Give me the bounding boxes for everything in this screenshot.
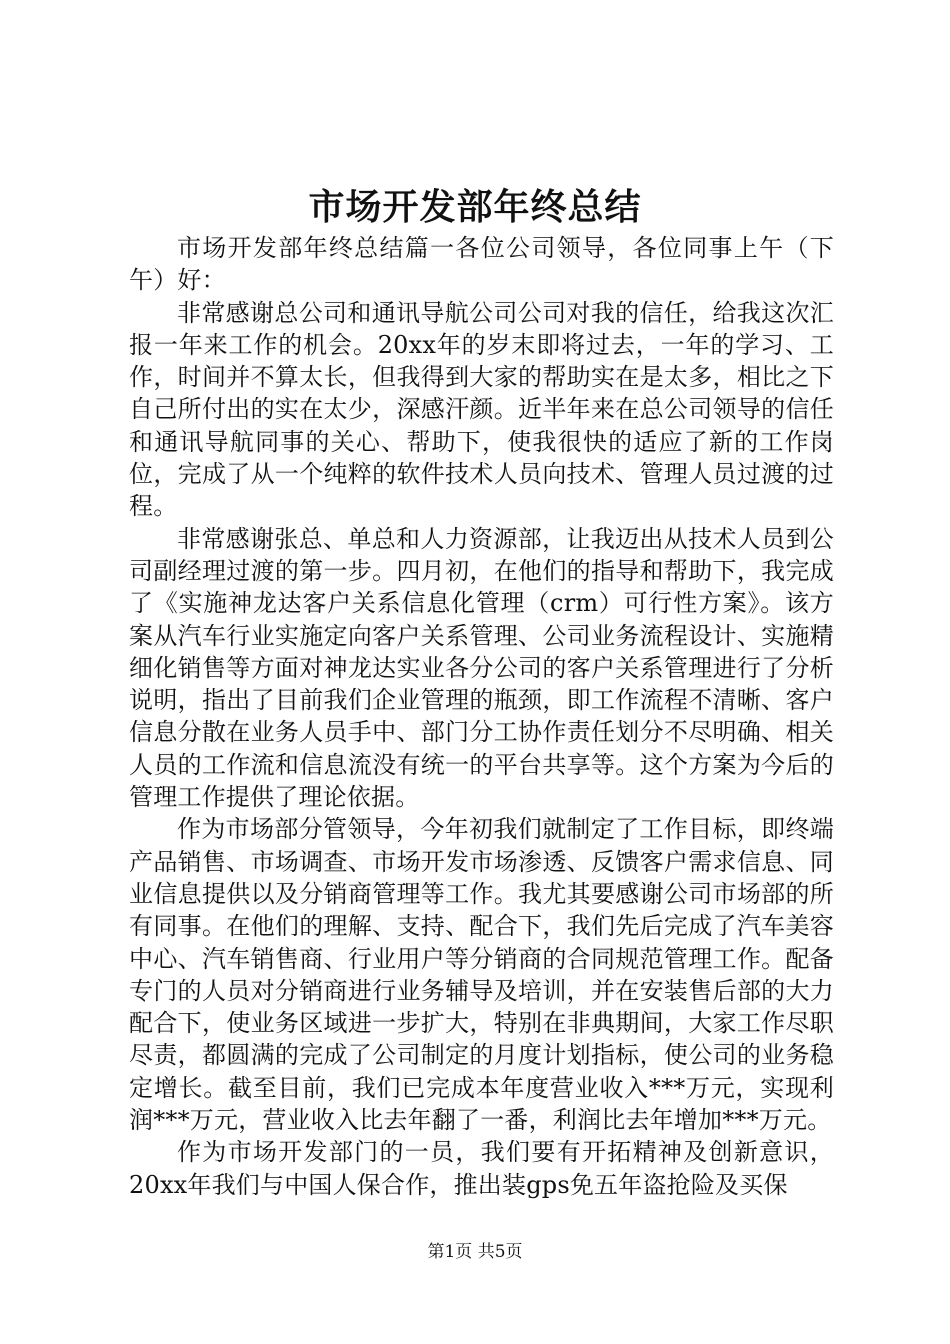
paragraph-intro: 市场开发部年终总结篇一各位公司领导，各位同事上午（下午）好：	[129, 234, 834, 295]
document-body	[129, 232, 834, 1201]
paragraph-thanks: 非常感谢总公司和通讯导航公司公司对我的信任，给我这次汇报一年来工作的机会。20xx年的岁末即将过去，一年的学习、工作，时间并不算太长，但我得到大家的帮助实在是太多，相比之下自己所付出的实在太少，深感汗颜。近半年来在总公司领导的信任和通讯导航同事的关心、帮助下，使我很快的适应了新的工作岗位，完成了从一个纯粹的软件技术人员向技术、管理人员过渡的过程。	[129, 298, 834, 521]
document-title: 市场开发部年终总结	[308, 186, 642, 228]
page-number-footer: 第1页 共5页	[427, 1242, 523, 1262]
paragraph-market-work: 作为市场部分管领导，今年初我们就制定了工作目标，即终端产品销售、市场调查、市场开发市场渗透、反馈客户需求信息、同业信息提供以及分销商管理等工作。我尤其要感谢公司市场部的所有同事。在他们的理解、支持、配合下，我们先后完成了汽车美容中心、汽车销售商、行业用户等分销商的合同规范管理工作。配备专门的人员对分销商进行业务辅导及培训，并在安装售后部的大力配合下，使业务区域进一步扩大，特别在非典期间，大家工作尽职尽责，都圆满的完成了公司制定的月度计划指标，使公司的业务稳定增长。截至目前，我们已完成本年度营业收入***万元，实现利润***万元，营业收入比去年翻了一番，利润比去年增加***万元。	[129, 815, 834, 1135]
paragraph-crm-plan: 非常感谢张总、单总和人力资源部，让我迈出从技术人员到公司副经理过渡的第一步。四月初，在他们的指导和帮助下，我完成了《实施神龙达客户关系信息化管理（crm）可行性方案》。该方案从汽车行业实施定向客户关系管理、公司业务流程设计、实施精细化销售等方面对神龙达实业各分公司的客户关系管理进行了分析说明，指出了目前我们企业管理的瓶颈，即工作流程不清晰、客户信息分散在业务人员手中、部门分工协作责任划分不尽明确、相关人员的工作流和信息流没有统一的平台共享等。这个方案为今后的管理工作提供了理论依据。	[129, 524, 834, 812]
paragraph-innovation: 作为市场开发部门的一员，我们要有开拓精神及创新意识，20xx年我们与中国人保合作，推出装gps免五年盗抢险及买保	[129, 1138, 834, 1199]
